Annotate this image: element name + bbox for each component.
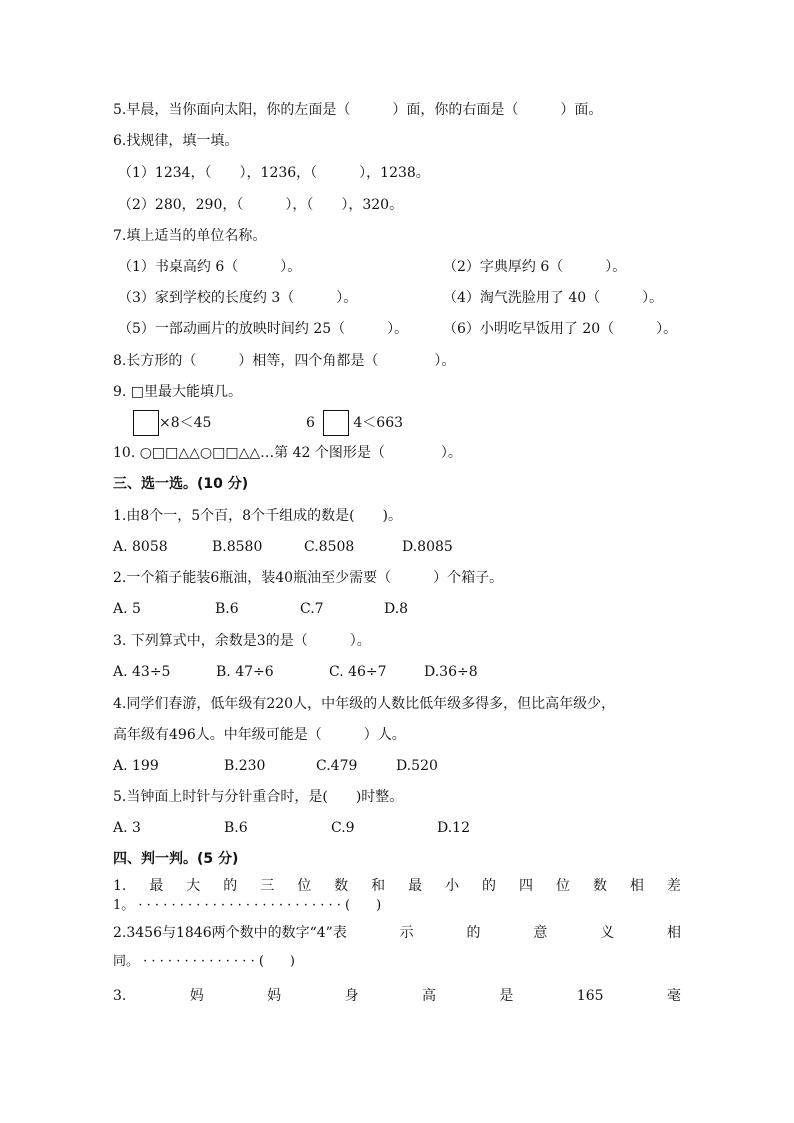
j1-word: 三: [260, 878, 275, 894]
q9-exp2-head: 6: [306, 415, 315, 431]
s3-q5-opt-a: A. 3: [113, 820, 141, 836]
s3-q4-opt-d: D.520: [396, 758, 438, 774]
s3-q2-opt-b: B.6: [215, 601, 239, 617]
s3-q2-opt-c: C.7: [300, 601, 324, 617]
j1-word: 1.: [113, 878, 127, 894]
s3-q3-opt-b: B. 47÷6: [216, 664, 274, 680]
j1-word: 最: [408, 878, 423, 894]
j3-word: 高: [421, 988, 436, 1004]
answer-box[interactable]: [133, 410, 159, 436]
j3-word: 是: [499, 988, 514, 1004]
q8: 8.长方形的（ ）相等，四个角都是（ ）。: [113, 353, 456, 369]
s3-q4-opt-a: A. 199: [113, 758, 159, 774]
j1-line1: [113, 876, 681, 896]
s3-q1: 1.由8个一，5个百，8个千组成的数是( )。: [113, 508, 403, 524]
j1-word: 数: [334, 878, 349, 894]
j2-line1: [113, 923, 681, 943]
j2-word: 2.3456与1846两个数中的数字“4”表: [113, 925, 347, 941]
j2-word: 意: [533, 925, 548, 941]
j1-word: 大: [186, 878, 201, 894]
s3-q5-opt-b: B.6: [224, 820, 248, 836]
j2-word: 义: [600, 925, 615, 941]
s3-q2-opt-a: A. 5: [113, 601, 141, 617]
j3-word: 毫: [666, 988, 681, 1004]
j3-line1: [113, 986, 681, 1006]
q7-title: 7.填上适当的单位名称。: [113, 228, 267, 244]
j1-word: 的: [482, 878, 497, 894]
q7-item-3: （3）家到学校的长度约 3（ ）。: [118, 290, 358, 306]
answer-box[interactable]: [323, 410, 349, 436]
j3-word: 3.: [113, 988, 127, 1004]
j1-word: 相: [629, 878, 644, 894]
j1-word: 四: [519, 878, 534, 894]
s3-q3-opt-a: A. 43÷5: [113, 664, 171, 680]
s3-q5-opt-d: D.12: [437, 820, 470, 836]
s3-q4-opt-c: C.479: [316, 758, 358, 774]
section3-heading: 三、选一选。(10 分): [113, 476, 249, 492]
q7-item-2: （2）字典厚约 6（ ）。: [443, 259, 627, 275]
j2-word: 相: [666, 925, 681, 941]
s3-q3-opt-d: D.36÷8: [424, 664, 478, 680]
q9-exp1-tail: ×8＜45: [159, 415, 212, 431]
q10: 10. ○□□△△○□□△△…第 42 个图形是（ ）。: [113, 445, 462, 461]
j3-word: 妈: [189, 988, 204, 1004]
q7-item-4: （4）淘气洗脸用了 40（ ）。: [443, 290, 664, 306]
j1-word: 差: [666, 878, 681, 894]
s3-q4-opt-b: B.230: [224, 758, 266, 774]
j1-word: 和: [371, 878, 386, 894]
q9-title: 9. □里最大能填几。: [113, 384, 243, 400]
j1-word: 数: [592, 878, 607, 894]
s3-q3-opt-c: C. 46÷7: [329, 664, 387, 680]
j1-word: 位: [555, 878, 570, 894]
q9-expression-1: [133, 409, 211, 437]
s3-q1-opt-b: B.8580: [212, 539, 263, 555]
q7-item-5: （5）一部动画片的放映时间约 25（ ）。: [118, 321, 409, 337]
s3-q1-opt-d: D.8085: [402, 539, 453, 555]
s3-q5-opt-c: C.9: [331, 820, 355, 836]
s3-q5: 5.当钟面上时针与分针重合时，是( )时整。: [113, 789, 404, 805]
j3-word: 妈: [267, 988, 282, 1004]
q5: 5.早晨，当你面向太阳，你的左面是（ ）面，你的右面是（ ）面。: [113, 102, 603, 118]
j3-word: 身: [344, 988, 359, 1004]
q6-title: 6.找规律，填一填。: [113, 133, 239, 149]
s3-q4-line2: 高年级有496人。中年级可能是（ ）人。: [113, 727, 406, 743]
j3-word: 165: [576, 988, 604, 1004]
q9-exp2-tail: 4＜663: [353, 415, 404, 431]
j2-word: 示: [399, 925, 414, 941]
j2-word: 的: [466, 925, 481, 941]
j1-word: 位: [297, 878, 312, 894]
s3-q1-opt-c: C.8508: [304, 539, 355, 555]
j1-line2: 1。 · · · · · · · · · · · · · · · · · · · · · · · · · ( ): [113, 898, 382, 913]
s3-q2: 2.一个箱子能装6瓶油，装40瓶油至少需要（ ）个箱子。: [113, 570, 504, 586]
s3-q1-opt-a: A. 8058: [113, 539, 168, 555]
q6-b: （2）280，290，（ ），（ ），320。: [118, 197, 404, 213]
q6-a: （1）1234，（ ），1236，（ ），1238。: [118, 165, 430, 181]
s3-q4-line1: 4.同学们春游，低年级有220人，中年级的人数比低年级多得多，但比高年级少，: [113, 696, 616, 712]
q7-item-1: （1）书桌高约 6（ ）。: [118, 259, 302, 275]
j1-word: 最: [149, 878, 164, 894]
q9-expression-2: [306, 409, 403, 437]
s3-q2-opt-d: D.8: [384, 601, 409, 617]
q7-item-6: （6）小明吃早饭用了 20（ ）。: [443, 321, 678, 337]
section4-heading: 四、判一判。(5 分): [113, 851, 239, 867]
j1-word: 的: [223, 878, 238, 894]
j1-word: 小: [445, 878, 460, 894]
s3-q3: 3. 下列算式中，余数是3的是（ ）。: [113, 633, 371, 649]
j2-line2: 同。 · · · · · · · · · · · · · · ( ): [113, 954, 295, 969]
